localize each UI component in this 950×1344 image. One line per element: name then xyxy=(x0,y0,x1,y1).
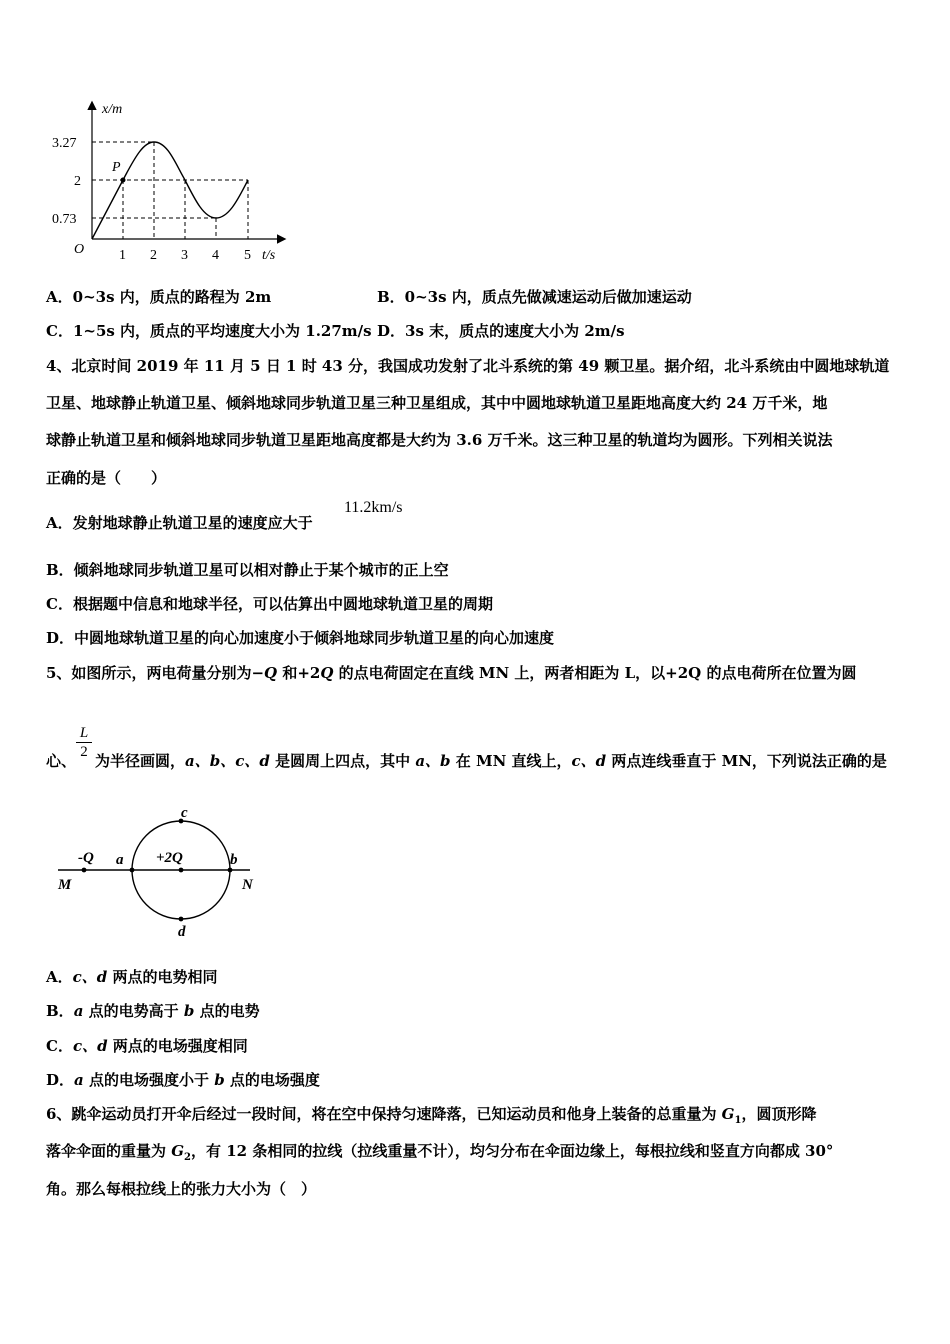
point-m-label: M xyxy=(58,877,72,893)
position-time-graph xyxy=(40,95,300,270)
x-tick-2: 2 xyxy=(150,248,157,263)
fraction-denominator: 2 xyxy=(80,744,88,760)
y-axis-label: x/m xyxy=(102,102,123,117)
neg-charge-label: -Q xyxy=(78,850,94,866)
q5-option-d[interactable]: D．a 点的电场强度小于 b 点的电场强度 xyxy=(46,1071,320,1089)
point-n-label: N xyxy=(242,877,253,893)
q5-stem-line2: 为半径画圆，a、b、c、d 是圆周上四点，其中 a、b 在 MN 直线上，c、d 两点连线垂直于 MN，下列说法正确的是 xyxy=(95,752,887,770)
q4-stem-line3: 球静止轨道卫星和倾斜地球同步轨道卫星距地高度都是大约为 3.6 万千米。这三种卫星的轨道均为圆形。下列相关说法 xyxy=(46,431,833,449)
q4-option-d[interactable]: D．中圆地球轨道卫星的向心加速度小于倾斜地球同步轨道卫星的向心加速度 xyxy=(46,629,555,647)
q3-option-c[interactable]: C．1~5s 内，质点的平均速度大小为 1.27m/s xyxy=(46,322,372,340)
fraction-numerator: L xyxy=(76,724,92,743)
y-tick-073: 0.73 xyxy=(52,212,77,227)
q6-stem-line3: 角。那么每根拉线上的张力大小为（ ） xyxy=(46,1180,317,1198)
q4-option-b[interactable]: B．倾斜地球同步轨道卫星可以相对静止于某个城市的正上空 xyxy=(46,561,449,579)
point-b-dot xyxy=(228,868,233,873)
q3-option-b[interactable]: B．0~3s 内，质点先做减速运动后做加速运动 xyxy=(377,288,692,306)
x-tick-3: 3 xyxy=(181,248,188,263)
q5-fraction xyxy=(76,724,92,761)
point-b-label: b xyxy=(230,852,238,868)
q4-stem-line4: 正确的是（ ） xyxy=(46,469,167,487)
point-d-label: d xyxy=(178,924,186,940)
x-tick-5: 5 xyxy=(244,248,251,263)
point-a-dot xyxy=(130,868,135,873)
q3-option-a[interactable]: A．0~3s 内，质点的路程为 2m xyxy=(46,288,272,306)
pos-charge-label: +2Q xyxy=(156,850,183,866)
q6-stem-line1: 6、跳伞运动员打开伞后经过一段时间，将在空中保持匀速降落，已知运动员和他身上装备的总重量为 $G_1$，圆顶形降 xyxy=(46,1105,817,1126)
q4-option-a[interactable] xyxy=(46,512,313,533)
y-tick-2: 2 xyxy=(74,174,81,189)
position-curve xyxy=(92,142,248,239)
x-axis-label: t/s xyxy=(262,248,276,263)
q3-option-d[interactable]: D．3s 末，质点的速度大小为 2m/s xyxy=(377,322,625,340)
q4-stem-line1: 4、北京时间 2019 年 11 月 5 日 1 时 43 分，我国成功发射了北斗系统的第 49 颗卫星。据介绍，北斗系统由中圆地球轨道 xyxy=(46,357,890,375)
q4-stem-line2: 卫星、地球静止轨道卫星、倾斜地球同步轨道卫星三种卫星组成，其中中圆地球轨道卫星距地高度大约 24 万千米，地 xyxy=(46,394,828,412)
q4-option-a-value: 11.2km/s xyxy=(344,499,403,516)
x-tick-4: 4 xyxy=(212,248,219,263)
pos-charge-dot xyxy=(179,868,184,873)
q5-stem-line1: 5、如图所示，两电荷量分别为−Q 和+2Q 的点电荷固定在直线 MN 上，两者相距为 L，以+2Q 的点电荷所在位置为圆 xyxy=(46,664,857,682)
q5-stem-line2-start: 心、 xyxy=(46,752,77,770)
x-tick-1: 1 xyxy=(119,248,126,263)
q6-stem-line2: 落伞伞面的重量为 $G_2$，有 12 条相同的拉线（拉线重量不计），均匀分布在伞面边缘上，每根拉线和竖直方向都成 30° xyxy=(46,1142,834,1163)
q4-option-c[interactable]: C．根据题中信息和地球半径，可以估算出中圆地球轨道卫星的周期 xyxy=(46,595,493,613)
point-d-dot xyxy=(179,917,184,922)
point-p-marker xyxy=(121,178,126,183)
neg-charge-dot xyxy=(82,868,87,873)
charge-circle-diagram xyxy=(50,800,270,945)
point-c-label: c xyxy=(181,805,188,821)
q5-option-b[interactable]: B．a 点的电势高于 b 点的电势 xyxy=(46,1002,260,1020)
y-tick-327: 3.27 xyxy=(52,136,77,151)
point-a-label: a xyxy=(116,852,124,868)
q5-option-a[interactable]: A．c、d 两点的电势相同 xyxy=(46,968,218,986)
point-p-label: P xyxy=(112,160,121,175)
q5-option-c[interactable]: C．c、d 两点的电场强度相同 xyxy=(46,1037,248,1055)
origin-label: O xyxy=(74,242,85,257)
q4-option-a-text: A．发射地球静止轨道卫星的速度应大于 xyxy=(46,514,313,532)
